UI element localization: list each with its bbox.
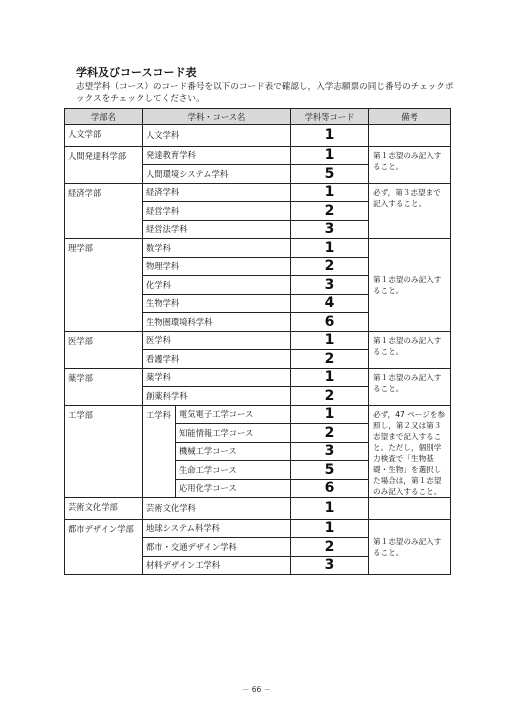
code-cell: 2 <box>291 538 369 557</box>
dept-cell: 創薬科学科 <box>143 387 291 406</box>
dept-cell: 生物学科 <box>143 294 291 313</box>
note-cell: 第１志望のみ記入すること。 <box>369 368 451 405</box>
code-cell: 1 <box>291 519 369 538</box>
table-row <box>65 125 451 147</box>
code-cell: 4 <box>291 294 369 313</box>
dept-cell: 数学科 <box>143 239 291 258</box>
code-cell: 3 <box>291 220 369 239</box>
note-cell: 第１志望のみ記入すること。 <box>369 519 451 575</box>
code-cell: 1 <box>291 368 369 387</box>
dept-cell: 人間環境システム学科 <box>143 165 291 184</box>
table-row <box>65 239 451 258</box>
dept-cell: 発達教育学科 <box>143 146 291 165</box>
dept-cell: 物理学科 <box>143 257 291 276</box>
dept-cell: 医学科 <box>143 331 291 350</box>
note-cell: 必ず，47 ページを参照し，第２又は第３志望まで記入すること。ただし，個別学力検査で「生物基礎・生物」を選択した場合は，第１志望のみ記入すること。 <box>369 405 451 498</box>
faculty-cell: 理学部 <box>65 239 143 332</box>
dept-cell: 経営法学科 <box>143 220 291 239</box>
code-cell: 5 <box>291 461 369 480</box>
code-cell: 2 <box>291 257 369 276</box>
course-cell: 機械工学コース <box>176 442 291 461</box>
dept-cell: 地球システム科学科 <box>143 519 291 538</box>
code-cell: 1 <box>291 183 369 202</box>
faculty-cell: 都市デザイン学部 <box>65 519 143 575</box>
page-title: 学科及びコースコード表 <box>76 66 197 79</box>
table-row <box>65 405 451 424</box>
code-cell: 5 <box>291 165 369 184</box>
note-cell <box>369 498 451 520</box>
header-note: 備考 <box>369 109 451 125</box>
dept-cell: 工学科 <box>143 405 176 498</box>
faculty-cell: 経済学部 <box>65 183 143 239</box>
table-row <box>65 331 451 350</box>
table-row <box>65 183 451 202</box>
faculty-cell: 人文学部 <box>65 125 143 147</box>
course-cell: 電気電子工学コース <box>176 405 291 424</box>
table-row <box>65 519 451 538</box>
page-number: － 66 － <box>241 685 272 694</box>
dept-cell: 看護学科 <box>143 350 291 369</box>
code-cell: 1 <box>291 405 369 424</box>
faculty-cell: 薬学部 <box>65 368 143 405</box>
code-cell: 6 <box>291 479 369 498</box>
dept-cell: 人文学科 <box>143 125 291 147</box>
dept-cell: 芸術文化学科 <box>143 498 291 520</box>
note-cell: 第１志望のみ記入すること。 <box>369 239 451 332</box>
dept-cell: 生物圏環境科学科 <box>143 313 291 332</box>
code-cell: 3 <box>291 556 369 575</box>
faculty-cell: 工学部 <box>65 405 143 498</box>
header-dept: 学科・コース名 <box>143 109 291 125</box>
code-table <box>64 108 451 575</box>
code-cell: 1 <box>291 239 369 258</box>
intro-text: 志望学科（コース）のコード番号を以下のコード表で確認し，入学志願票の同じ番号のチェックボックスをチェックしてください。 <box>76 82 454 104</box>
code-cell: 2 <box>291 424 369 443</box>
note-cell <box>369 125 451 147</box>
note-cell: 第１志望のみ記入すること。 <box>369 146 451 183</box>
header-faculty: 学部名 <box>65 109 143 125</box>
table-header-row <box>65 109 451 125</box>
dept-cell: 材料デザイン工学科 <box>143 556 291 575</box>
table-row <box>65 146 451 165</box>
note-cell: 必ず，第３志望まで記入すること。 <box>369 183 451 239</box>
table-row <box>65 498 451 520</box>
code-cell: 3 <box>291 442 369 461</box>
code-cell: 3 <box>291 276 369 295</box>
course-cell: 知能情報工学コース <box>176 424 291 443</box>
table-row <box>65 368 451 387</box>
code-cell: 6 <box>291 313 369 332</box>
dept-cell: 化学科 <box>143 276 291 295</box>
code-cell: 2 <box>291 350 369 369</box>
faculty-cell: 医学部 <box>65 331 143 368</box>
code-cell: 1 <box>291 331 369 350</box>
code-cell: 2 <box>291 387 369 406</box>
code-cell: 2 <box>291 202 369 221</box>
dept-cell: 薬学科 <box>143 368 291 387</box>
note-cell: 第１志望のみ記入すること。 <box>369 331 451 368</box>
faculty-cell: 芸術文化学部 <box>65 498 143 520</box>
dept-cell: 経済学科 <box>143 183 291 202</box>
code-cell: 1 <box>291 146 369 165</box>
code-cell: 1 <box>291 498 369 520</box>
code-cell: 1 <box>291 125 369 147</box>
header-code: 学科等コード <box>291 109 369 125</box>
faculty-cell: 人間発達科学部 <box>65 146 143 183</box>
dept-cell: 経営学科 <box>143 202 291 221</box>
dept-cell: 都市・交通デザイン学科 <box>143 538 291 557</box>
course-cell: 生命工学コース <box>176 461 291 480</box>
course-cell: 応用化学コース <box>176 479 291 498</box>
